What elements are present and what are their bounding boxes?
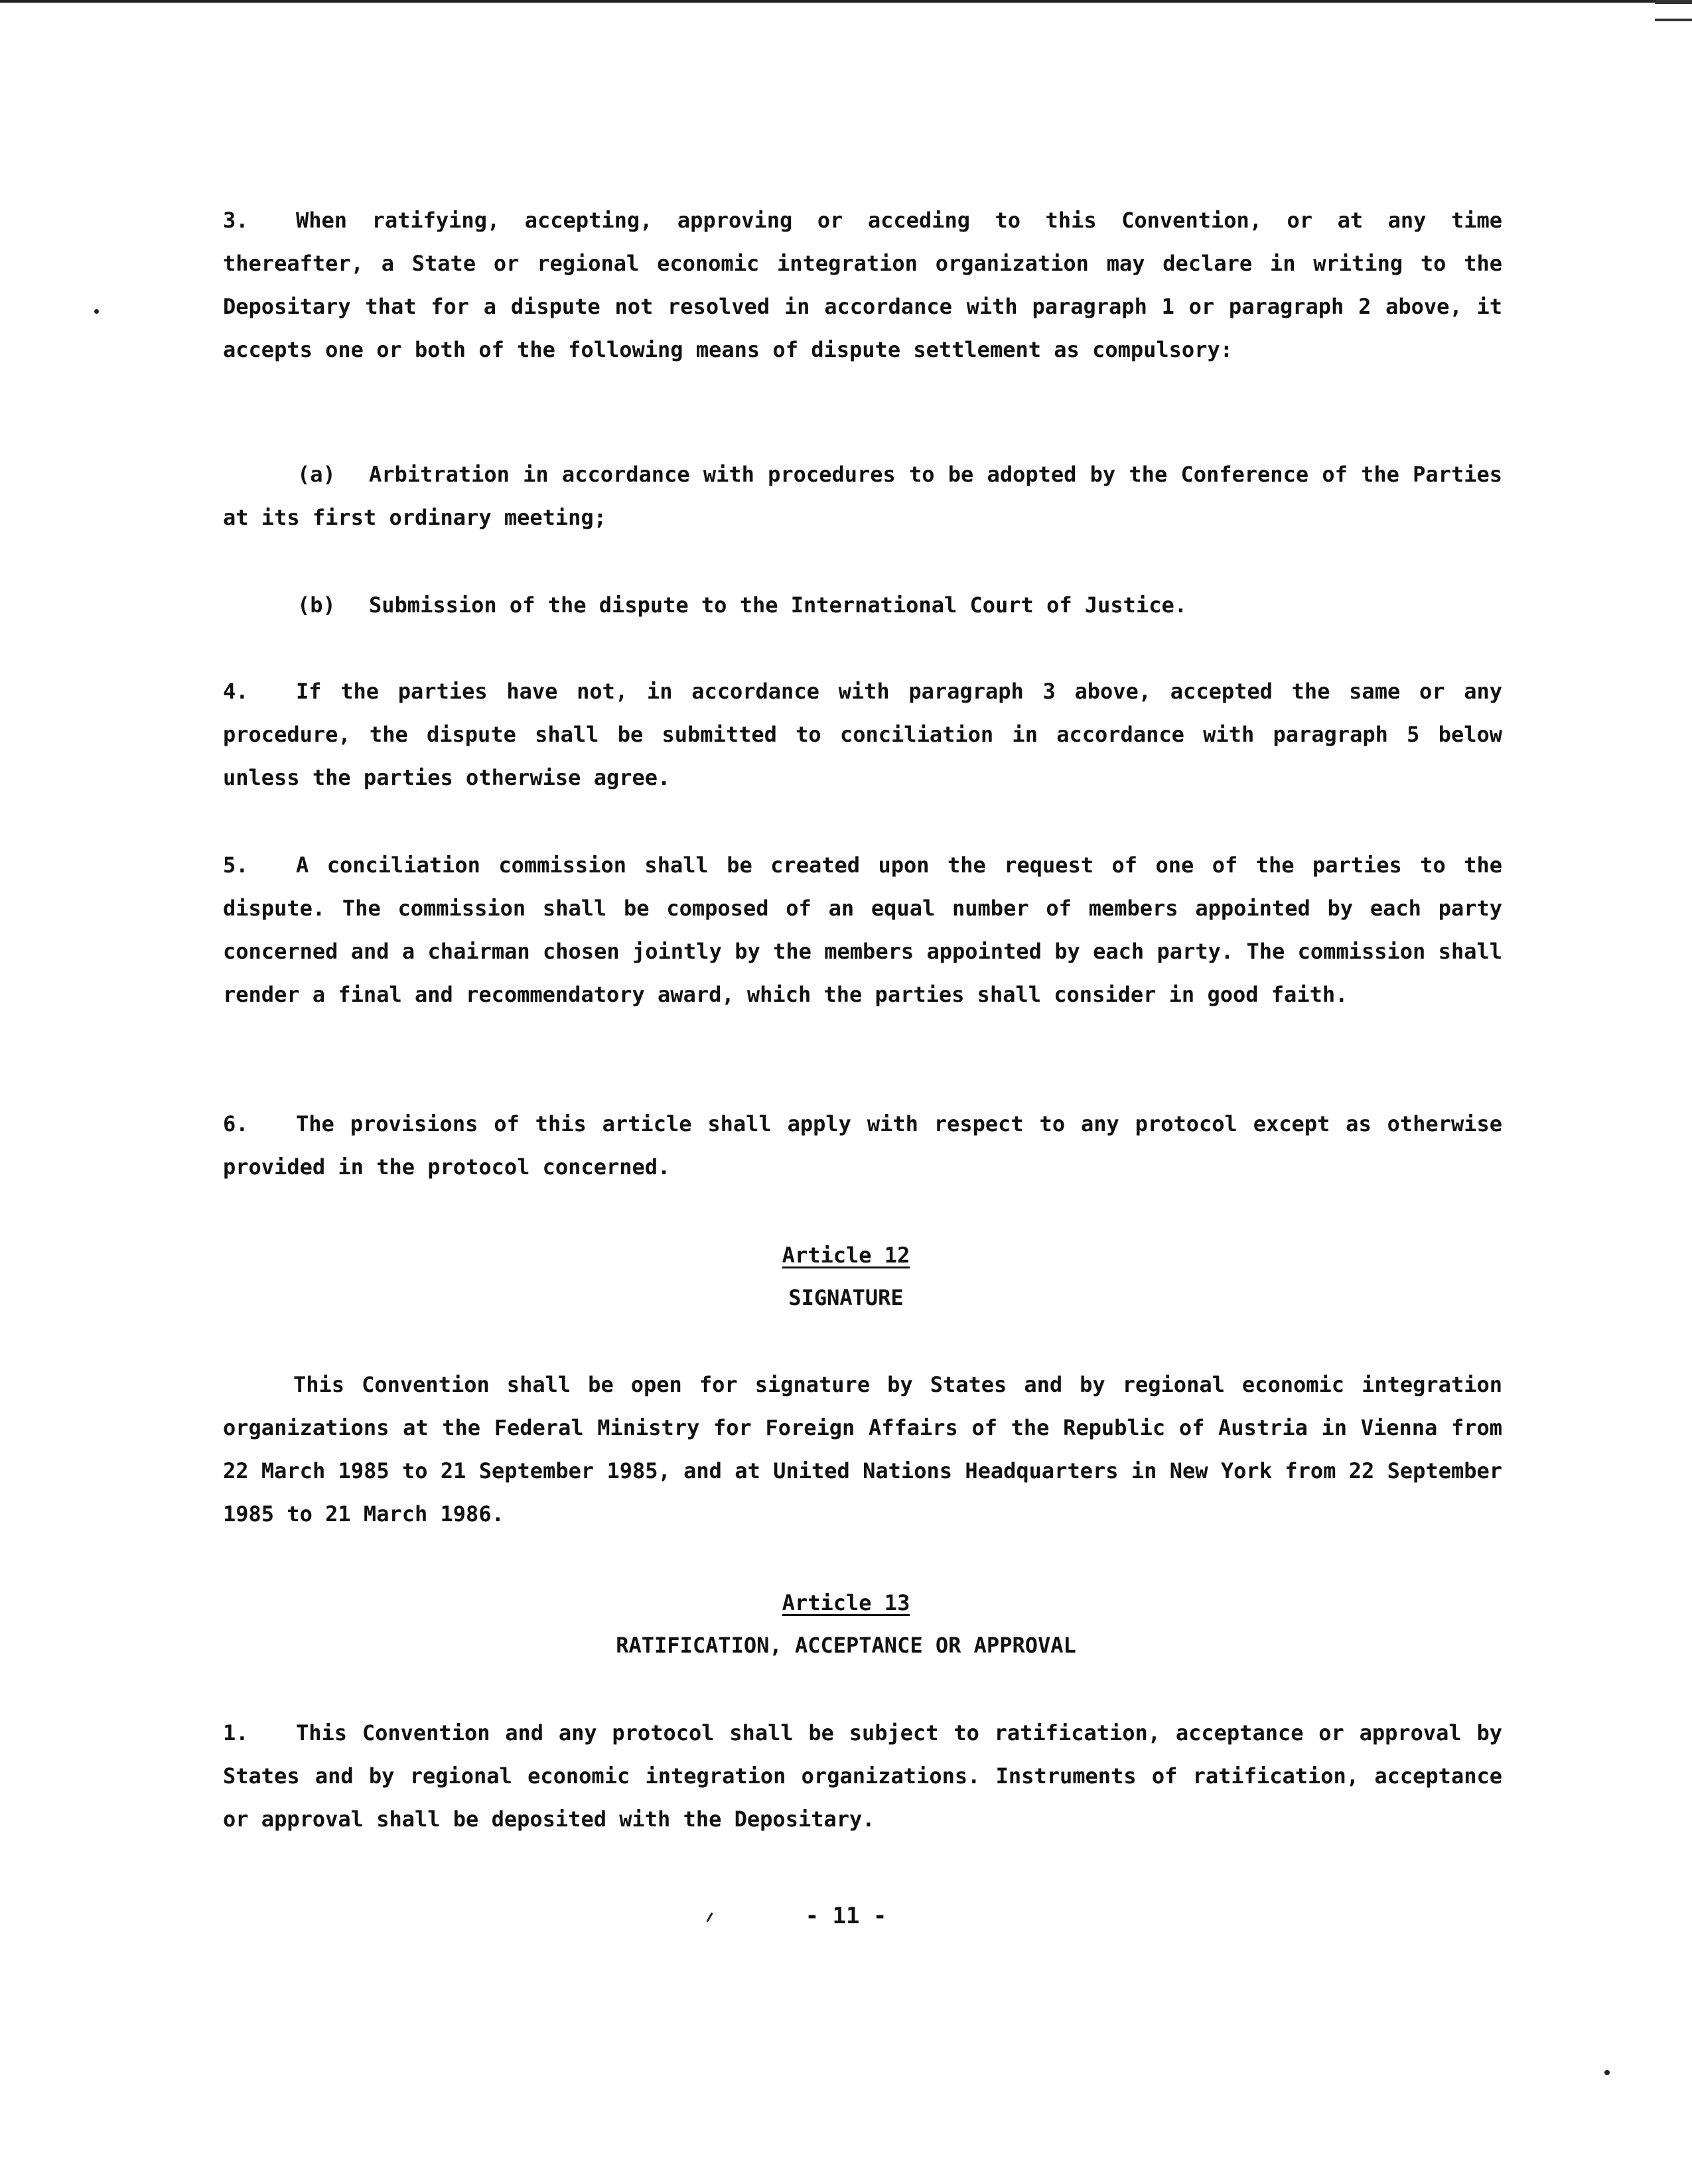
article-13-title [0, 1582, 1692, 1624]
paragraph-3 [223, 199, 1502, 372]
paragraph-text: A conciliation commission shall be created upon the request of one of the parties to the dispute. The commission shall be composed of an equal number of members appointed by each party concerned and a chairman chosen jointly by the members appointed by each party. The commission shall render a final and recommendatory award, which the parties shall consider in good faith. [223, 853, 1502, 1007]
paragraph-text: When ratifying, accepting, approving or acceding to this Convention, or at any time thereafter, a State or regional economic integration organization may declare in writing to the Depositary that for a dispute not resolved in accordance with paragraph 1 or paragraph 2 above, it accepts one or both of the following means of dispute settlement as compulsory: [223, 208, 1502, 362]
paragraph-number: 5. [223, 853, 249, 878]
paragraph-text: This Convention and any protocol shall be subject to ratification, acceptance or approval by States and by regional economic integration organizations. Instruments of ratification, acceptance or approval shall be deposited with the Depositary. [223, 1720, 1502, 1832]
article-13-paragraph-1 [223, 1712, 1502, 1841]
article-12-text: This Convention shall be open for signature by States and by regional economic integration organizations at the Federal Ministry for Foreign Affairs of the Republic of Austria in Vienna from 22 March 1985 to 21 September 1985, and at United Nations Headquarters in New York from 22 September 1985 to 21 March 1986. [223, 1372, 1502, 1527]
page-number: - 11 - [805, 1903, 887, 1929]
scan-corner-mark [1655, 0, 1692, 21]
subparagraph-text: Submission of the dispute to the International Court of Justice. [369, 592, 1187, 618]
subparagraph-3b [223, 584, 1502, 627]
paragraph-number: 3. [223, 208, 249, 233]
paragraph-text: The provisions of this article shall apply with respect to any protocol except as otherwise provided in the protocol concerned. [223, 1111, 1502, 1180]
subparagraph-letter: (b) [297, 592, 336, 618]
article-title-text: Article 13 [782, 1590, 910, 1615]
paragraph-text: If the parties have not, in accordance with paragraph 3 above, accepted the same or any procedure, the dispute shall be submitted to conciliation in accordance with paragraph 5 below unless the parties otherwise agree. [223, 679, 1502, 790]
paragraph-number: 4. [223, 679, 249, 704]
subparagraph-3a [223, 453, 1502, 539]
paragraph-5 [223, 844, 1502, 1016]
scan-top-edge [0, 0, 1692, 3]
article-12-title [0, 1234, 1692, 1276]
article-12-subtitle: SIGNATURE [788, 1285, 904, 1310]
paragraph-4 [223, 670, 1502, 799]
paragraph-number: 6. [223, 1111, 249, 1136]
paragraph-number: 1. [223, 1720, 249, 1745]
paragraph-6 [223, 1103, 1502, 1189]
article-13-subtitle: RATIFICATION, ACCEPTANCE OR APPROVAL [616, 1633, 1076, 1658]
scan-speck [94, 309, 99, 314]
subparagraph-text: Arbitration in accordance with procedures to be adopted by the Conference of the Parties at its first ordinary meeting; [223, 462, 1502, 530]
article-title-text: Article 12 [782, 1243, 910, 1268]
scan-speck [1604, 2070, 1610, 2075]
subparagraph-letter: (a) [297, 462, 336, 487]
